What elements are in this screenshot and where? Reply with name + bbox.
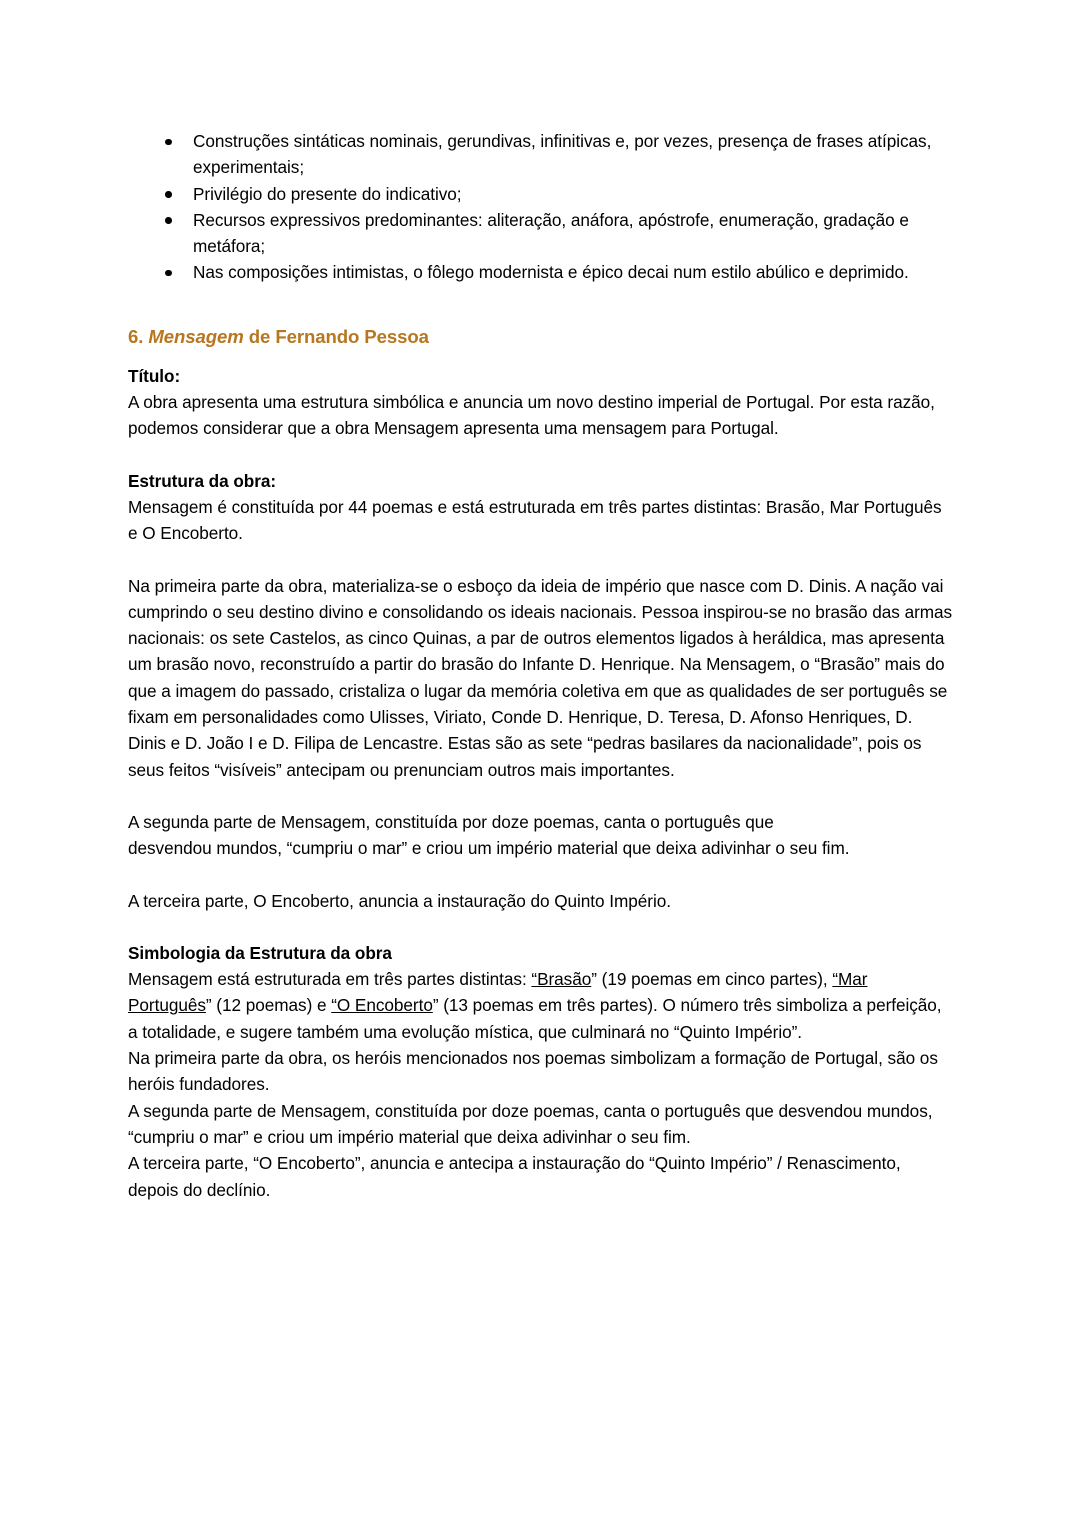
list-item-text: Nas composições intimistas, o fôlego modernista e épico decai num estilo abúlico e deprimido. — [193, 262, 909, 283]
paragraph-titulo: A obra apresenta uma estrutura simbólica e anuncia um novo destino imperial de Portugal. Por esta razão, podemos considerar que a obra Mensagem apresenta uma mensagem para Portugal. — [128, 392, 935, 439]
paragraph-simbologia-4: A terceira parte, “O Encoberto”, anuncia e antecipa a instauração do “Quinto Império” / Renascimento, depois do declínio. — [128, 1153, 901, 1200]
paragraph-estrutura-2: Na primeira parte da obra, materializa-se o esboço da ideia de império que nasce com D. Dinis. A nação vai cumprindo o seu destino divino e consolidando os ideais nacionais. Pessoa inspirou-se no brasão das armas nacionais: os sete Castelos, as cinco Quinas, a par de outros elementos ligados à heráldica, mas apresenta um brasão novo, reconstruído a partir do brasão do Infante D. Henrique. Na Mensagem, o “Brasão” mais do que a imagem do passado, cristaliza o lugar da memória coletiva em que as qualidades de ser português se fixam em personalidades como Ulisses, Viriato, Conde D. Henrique, D. Teresa, D. Afonso Henriques, D. Dinis e D. João I e D. Filipa de Lencastre. Estas são as sete “pedras basilares da nacionalidade”, pois os seus feitos “visíveis” antecipam ou prenunciam outros mais importantes. — [128, 575, 953, 780]
section-heading — [128, 324, 954, 350]
paragraph-estrutura-1: Mensagem é constituída por 44 poemas e está estruturada em três partes distintas: Brasão, Mar Português e O Encoberto. — [128, 496, 942, 544]
underlined-term-brasao: “Brasão — [531, 969, 592, 990]
paragraph-estrutura-4: A terceira parte, O Encoberto, anuncia a instauração do Quinto Império. — [128, 890, 671, 911]
subheading-estrutura: Estrutura da obra: — [128, 470, 277, 491]
paragraph-simbologia-1 — [128, 966, 954, 1045]
subheading-simbologia: Simbologia da Estrutura da obra — [128, 942, 392, 963]
list-item — [128, 259, 954, 285]
paragraph-simbologia-3: A segunda parte de Mensagem, constituída por doze poemas, canta o português que desvendou mundos, “cumpriu o mar” e criou um império material que deixa adivinhar o seu fim. — [128, 1100, 933, 1147]
spacer — [128, 350, 954, 363]
list-item-text: Privilégio do presente do indicativo; — [193, 183, 462, 204]
list-item — [128, 207, 954, 260]
underlined-term-mar-portugues: “Mar Português — [128, 969, 868, 1016]
underlined-term-o-encoberto: “O Encoberto — [331, 995, 433, 1016]
section-number: 6. — [128, 325, 149, 347]
simbologia-text-b: ” (19 poemas em cinco partes), — [591, 969, 833, 990]
simbologia-text-c: ” (12 poemas) e — [205, 995, 332, 1016]
list-item — [128, 181, 954, 207]
list-item-text: Recursos expressivos predominantes: aliteração, anáfora, apóstrofe, enumeração, gradação e metáfora; — [193, 209, 909, 257]
simbologia-text-a: Mensagem está estruturada em três partes distintas: — [128, 969, 532, 990]
page-content — [128, 128, 954, 1203]
list-item-text: Construções sintáticas nominais, gerundivas, infinitivas e, por vezes, presença de frases atípicas, experimentais; — [193, 131, 932, 178]
paragraph-estrutura-3: A segunda parte de Mensagem, constituída por doze poemas, canta o português que desvendou mundos, “cumpriu o mar” e criou um império material que deixa adivinhar o seu fim. — [128, 811, 850, 859]
characteristics-bullet-list — [128, 128, 954, 286]
simbologia-text-d: ” (13 poemas em três partes). O número três simboliza a perfeição, a totalidade, e sugere também uma evolução mística, que culminará no “Quinto Império”. — [128, 995, 942, 1042]
paragraph-simbologia-2: Na primeira parte da obra, os heróis mencionados nos poemas simbolizam a formação de Portugal, são os heróis fundadores. — [128, 1048, 938, 1095]
list-item — [128, 128, 954, 181]
subheading-titulo: Título: — [128, 365, 181, 386]
section-title-rest: de Fernando Pessoa — [243, 325, 429, 347]
section-work-title: Mensagem — [148, 325, 244, 347]
